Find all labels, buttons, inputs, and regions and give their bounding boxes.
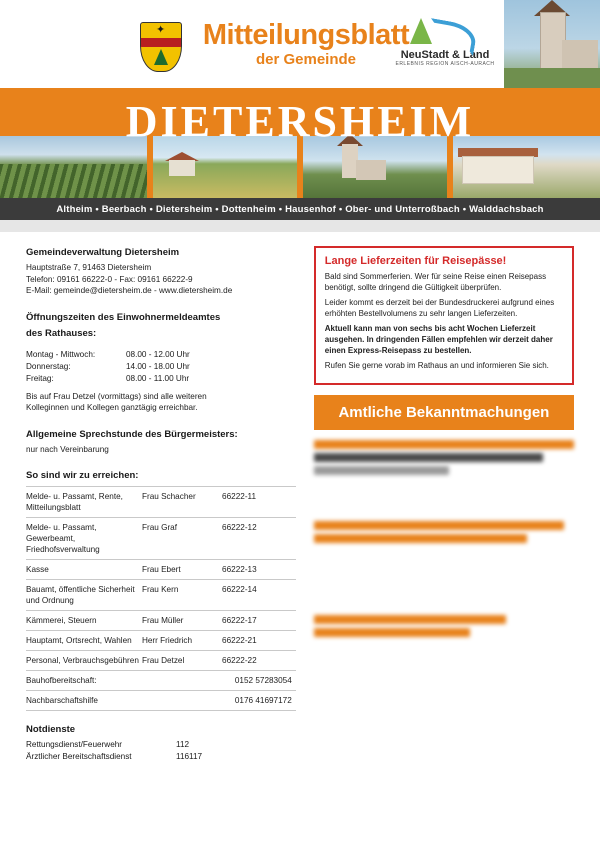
- left-column: [26, 246, 296, 763]
- emergency-label: Rettungsdienst/Feuerwehr: [26, 740, 123, 749]
- contacts-table: [26, 486, 296, 711]
- passport-notice-paragraph-1: Bald sind Sommerferien. Wer für seine Reise einen Reisepass benötigt, sollte dringend die Gültigkeit überprüfen.: [324, 272, 547, 292]
- contact-number: 66222-13: [222, 560, 296, 580]
- contact-name: [142, 671, 222, 691]
- redacted-group: [314, 521, 574, 543]
- contact-name: Herr Friedrich: [142, 631, 222, 651]
- emergency-section: [26, 723, 296, 763]
- hours-note-line1: Bis auf Frau Detzel (vormittags) sind alle weiteren: [26, 391, 207, 401]
- masthead-line2: der Gemeinde: [255, 51, 357, 68]
- emergency-number: 112: [176, 740, 190, 749]
- contact-role: Bauamt, öffentliche Sicherheit und Ordnung: [26, 580, 142, 611]
- content-area: [0, 232, 600, 763]
- hours-note-line2: Kolleginnen und Kollegen ganztägig erreichbar.: [26, 403, 198, 412]
- table-row: [26, 487, 296, 518]
- emergency-title: Notdienste: [26, 724, 76, 735]
- table-row: [26, 560, 296, 580]
- table-row: [26, 518, 296, 560]
- coat-of-arms-icon: ✦: [140, 22, 182, 74]
- masthead-line1: Mitteilungsblatt: [202, 19, 410, 51]
- contact-name: [142, 691, 222, 711]
- hours-row: [26, 361, 296, 373]
- document-header: [0, 0, 600, 232]
- hours-title-line2: des Rathauses:: [26, 327, 97, 339]
- official-announcements-heading: Amtliche Bekanntmachungen: [314, 395, 574, 430]
- admin-address: Hauptstraße 7, 91463 Dietersheim: [26, 263, 152, 272]
- redacted-group: [314, 615, 574, 637]
- header-top: [0, 0, 600, 88]
- footer-gap: [0, 763, 600, 781]
- contact-role: Personal, Verbrauchsgebühren: [26, 651, 142, 671]
- table-row: [26, 651, 296, 671]
- villages-list: Altheim • Beerbach • Dietersheim • Dottenheim • Hausenhof • Ober- und Unterroßbach • Walddachsbach: [0, 198, 600, 220]
- contact-number: 0152 57283054: [222, 671, 296, 691]
- contact-role: Kämmerei, Steuern: [26, 611, 142, 631]
- hours-day: Donnerstag:: [26, 361, 71, 371]
- mayor-hours-note: nur nach Vereinbarung: [26, 444, 109, 454]
- contact-role: Melde- u. Passamt, Gewerbeamt, Friedhofsverwaltung: [26, 518, 142, 560]
- emergency-row: [26, 739, 296, 751]
- logo-subtitle: ERLEBNIS REGION AISCH-AURACH: [395, 61, 495, 67]
- contact-number: 66222-22: [222, 651, 296, 671]
- table-row: [26, 631, 296, 651]
- hours-day: Freitag:: [26, 373, 54, 383]
- table-row: [26, 580, 296, 611]
- redacted-group: [314, 440, 574, 475]
- admin-phone: Telefon: 09161 66222-0 - Fax: 09161 66222-9: [26, 274, 193, 284]
- neustadt-land-logo: [390, 18, 500, 70]
- contact-role: Hauptamt, Ortsrecht, Wahlen: [26, 631, 142, 651]
- contact-number: 66222-12: [222, 518, 296, 560]
- contact-role: Bauhofbereitschaft:: [26, 671, 142, 691]
- contact-name: Frau Kern: [142, 580, 222, 611]
- contact-number: 0176 41697172: [222, 691, 296, 711]
- contact-name: Frau Graf: [142, 518, 222, 560]
- admin-title: Gemeindeverwaltung Dietersheim: [26, 247, 180, 258]
- admin-email[interactable]: E-Mail: gemeinde@dietersheim.de - www.dietersheim.de: [26, 286, 233, 295]
- emergency-label: Ärztlicher Bereitschaftsdienst: [26, 752, 132, 761]
- page-title: DIETERSHEIM: [125, 97, 475, 146]
- logo-mark-icon: [390, 18, 500, 48]
- emergency-row: [26, 751, 296, 763]
- contact-role: Kasse: [26, 560, 142, 580]
- table-row: [26, 691, 296, 711]
- header-gap: [0, 220, 600, 232]
- hours-title-line1: Öffnungszeiten des Einwohnermeldeamtes: [26, 311, 221, 323]
- hours-row: [26, 349, 296, 361]
- passport-notice-paragraph-2: Leider kommt es derzeit bei der Bundesdruckerei aufgrund eines erhöhten Bestellvolumens zu sehr langen Lieferzeiten.: [324, 298, 555, 318]
- contact-number: 66222-17: [222, 611, 296, 631]
- contact-name: Frau Detzel: [142, 651, 222, 671]
- contact-name: Frau Ebert: [142, 560, 222, 580]
- photo-church-tower: [504, 0, 600, 88]
- hours-time: 08.00 - 11.00 Uhr: [126, 373, 190, 383]
- table-row: [26, 671, 296, 691]
- contact-role: Melde- u. Passamt, Rente, Mitteilungsblatt: [26, 487, 142, 518]
- mayor-hours-title: Allgemeine Sprechstunde des Bürgermeisters:: [26, 428, 238, 440]
- contact-role: Nachbarschaftshilfe: [26, 691, 142, 711]
- passport-notice-paragraph-4: Rufen Sie gerne vorab im Rathaus an und informieren Sie sich.: [324, 361, 549, 370]
- passport-notice-title: Lange Lieferzeiten für Reisepässe!: [324, 255, 507, 267]
- banner: [0, 88, 600, 198]
- contact-number: 66222-11: [222, 487, 296, 518]
- right-column: [314, 246, 574, 763]
- contact-number: 66222-14: [222, 580, 296, 611]
- hours-time: 08.00 - 12.00 Uhr: [126, 349, 190, 359]
- contact-number: 66222-21: [222, 631, 296, 651]
- table-row: [26, 611, 296, 631]
- hours-row: [26, 373, 296, 385]
- contact-name: Frau Schacher: [142, 487, 222, 518]
- contacts-title: So sind wir zu erreichen:: [26, 470, 139, 481]
- logo-name: NeuStadt & Land: [400, 49, 490, 61]
- hours-day: Montag - Mittwoch:: [26, 349, 96, 359]
- hours-time: 14.00 - 18.00 Uhr: [126, 361, 190, 371]
- emergency-number: 116117: [176, 752, 203, 761]
- contact-name: Frau Müller: [142, 611, 222, 631]
- passport-notice-box: [314, 246, 574, 385]
- passport-notice-paragraph-3: Aktuell kann man von sechs bis acht Wochen Lieferzeit ausgehen. In dringenden Fällen empfehlen wir derzeit daher einen Express-Reisepass zu bestellen.: [324, 324, 553, 355]
